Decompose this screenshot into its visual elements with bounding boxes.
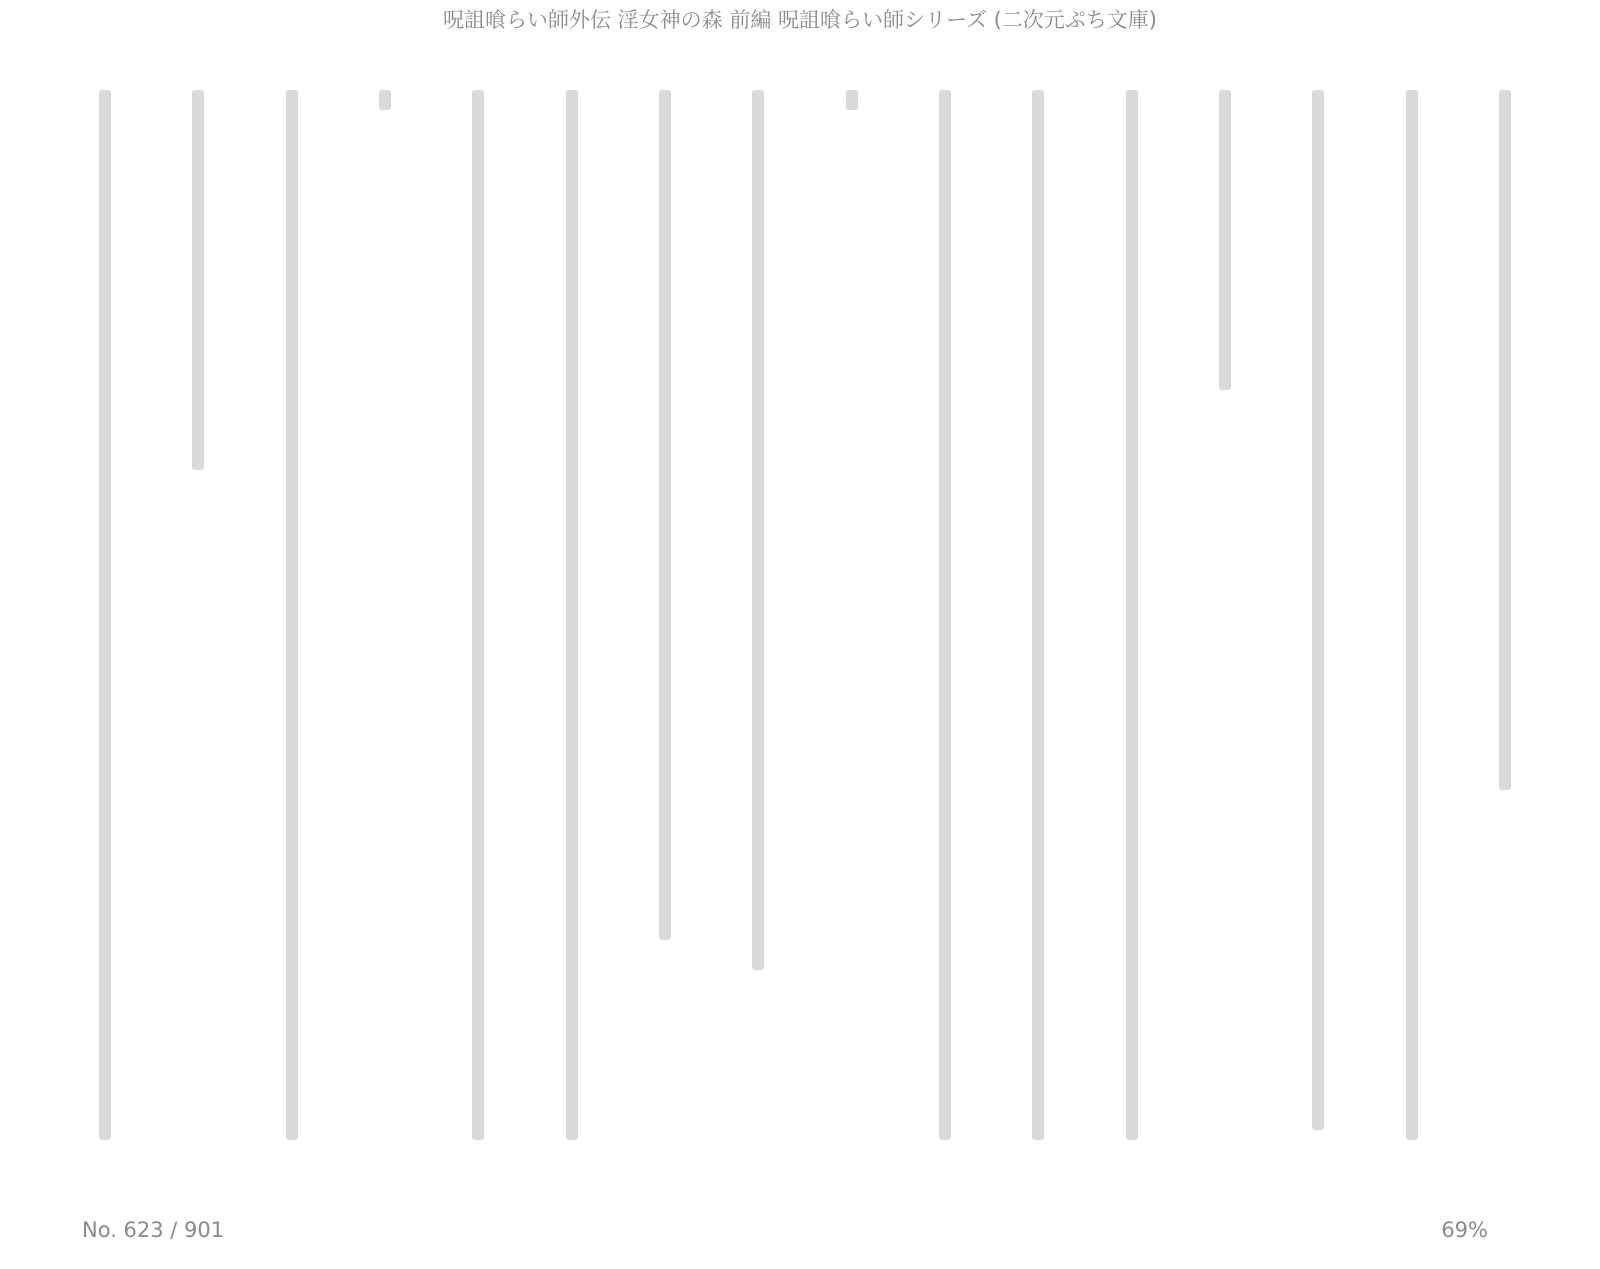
text-line-placeholder [846, 90, 858, 110]
text-line-placeholder [192, 90, 204, 470]
text-column [655, 90, 675, 1180]
text-column [1495, 90, 1515, 1180]
text-line-placeholder [566, 90, 578, 1140]
text-line-placeholder [379, 90, 391, 110]
text-column [375, 90, 395, 1180]
text-column [468, 90, 488, 1180]
text-column [1215, 90, 1235, 1180]
text-line-placeholder [1126, 90, 1138, 1140]
text-line-placeholder [752, 90, 764, 970]
text-line-placeholder [1499, 90, 1511, 790]
text-column [748, 90, 768, 1180]
text-line-placeholder [1312, 90, 1324, 1130]
text-column [562, 90, 582, 1180]
text-line-placeholder [472, 90, 484, 1140]
text-line-placeholder [1406, 90, 1418, 1140]
text-column [1308, 90, 1328, 1180]
text-line-placeholder [659, 90, 671, 940]
text-column [842, 90, 862, 1180]
text-column [935, 90, 955, 1180]
text-column [282, 90, 302, 1180]
text-line-placeholder [1219, 90, 1231, 390]
text-line-placeholder [1032, 90, 1044, 1140]
text-column [95, 90, 115, 1180]
text-column [1122, 90, 1142, 1180]
text-column [1028, 90, 1048, 1180]
text-line-placeholder [99, 90, 111, 1140]
book-title: 呪詛喰らい師外伝 淫女神の森 前編 呪詛喰らい師シリーズ (二次元ぷち文庫) [442, 8, 1158, 32]
text-column [188, 90, 208, 1180]
text-column [1402, 90, 1422, 1180]
text-line-placeholder [286, 90, 298, 1140]
location-indicator[interactable]: No. 623 / 901 [82, 1218, 225, 1242]
progress-percent[interactable]: 69% [1441, 1218, 1488, 1242]
text-line-placeholder [939, 90, 951, 1140]
page-text-area[interactable] [95, 90, 1515, 1180]
